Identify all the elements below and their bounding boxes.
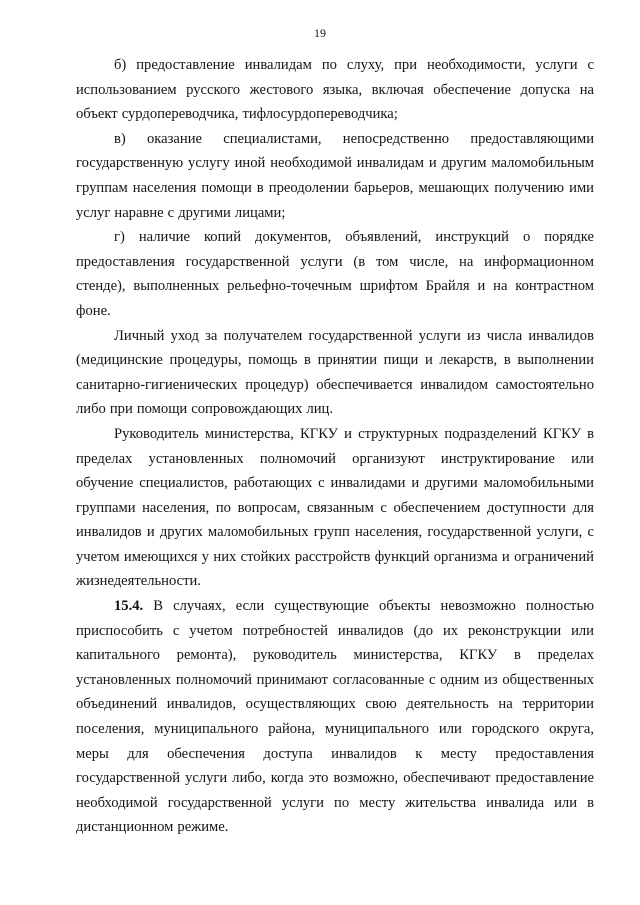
page-number: 19 (314, 26, 326, 40)
paragraph-staff-training: Руководитель министерства, КГКУ и структурных подразделений КГКУ в пределах установленных полномочий организуют инструктирование или обучение специалистов, работающих с инвалидами и другими маломобильными группами населения, по вопросам, связанным с обеспечением доступности для инвалидов и других маломобильных групп населения, государственной услуги, с учетом имеющихся у них стойких расстройств функций организма и ограничений жизнедеятельности. (76, 425, 594, 590)
paragraph-g: г) наличие копий документов, объявлений, инструкций о порядке предоставления государственной услуги (в том числе, на информационном стенде), выполненных рельефно-точечным шрифтом Брайля и на контрастном фоне. (76, 229, 594, 319)
document-body (76, 53, 594, 840)
section-15-4-text: В случаях, если существующие объекты невозможно полностью приспособить с учетом потребностей инвалидов (до их реконструкции или капитального ремонта), руководитель министерства, КГКУ в пределах установленных полномочий принимают согласованные с одним из общественных объединений инвалидов, осуществляющих свою деятельность на территории поселения, муниципального района, муниципального или городского округа, меры для обеспечения доступа инвалидов к месту предоставления государственной услуги либо, когда это возможно, обеспечивают предоставление необходимой государственной услуги по месту жительства инвалида или в дистанционном режиме. (76, 598, 594, 836)
section-number: 15.4. (114, 598, 144, 615)
section-15-4 (76, 594, 594, 840)
paragraph-b: б) предоставление инвалидам по слуху, при необходимости, услуги с использованием русского жестового языка, включая обеспечение допуска на объект сурдопереводчика, тифлосурдопереводчика; (76, 57, 594, 123)
paragraph-v: в) оказание специалистами, непосредственно предоставляющими государственную услугу иной необходимой инвалидам и другим маломобильным группам населения помощи в преодолении барьеров, мешающих получению ими услуг наравне с другими лицами; (76, 130, 594, 221)
paragraph-personal-care: Личный уход за получателем государственной услуги из числа инвалидов (медицинские процедуры, помощь в принятии пищи и лекарств, в выполнении санитарно-гигиенических процедур) обеспечивается инвалидом самостоятельно либо при помощи сопровождающих лиц. (76, 327, 594, 418)
